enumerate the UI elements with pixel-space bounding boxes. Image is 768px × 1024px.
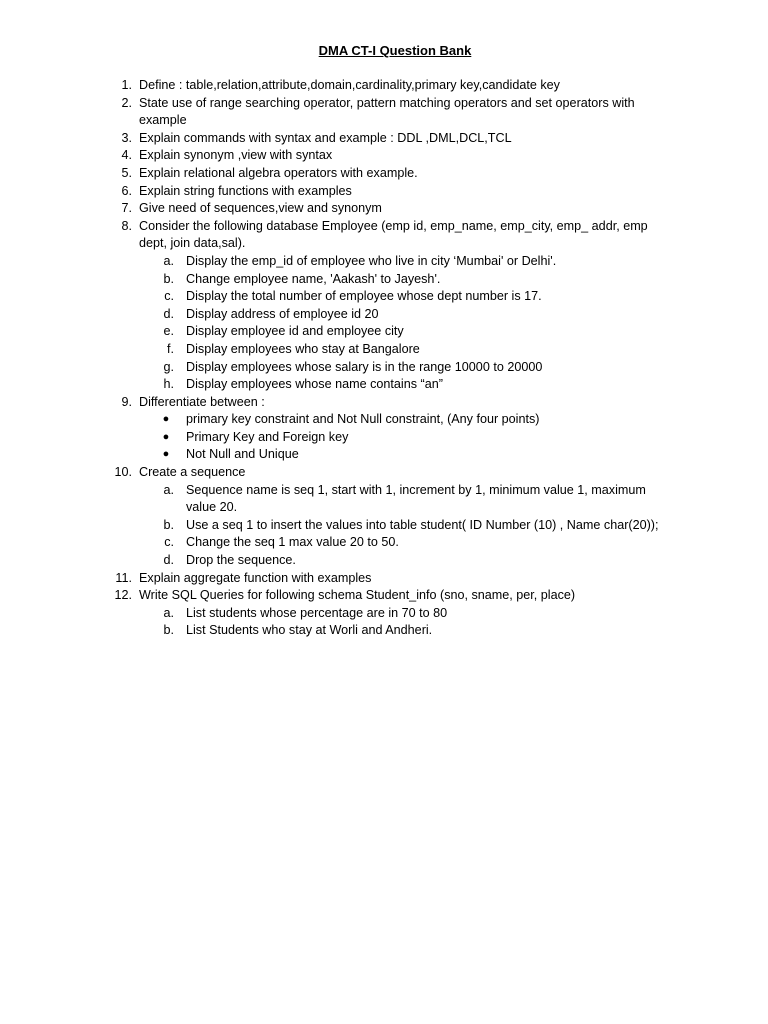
- item-number: 8.: [121, 218, 132, 233]
- list-item: [0, 200, 768, 218]
- item-text: example: [139, 113, 187, 128]
- sub-item-label: b.: [163, 623, 174, 638]
- list-item: [0, 394, 768, 412]
- sub-item: [0, 341, 768, 359]
- bullet-item: [0, 429, 768, 447]
- sub-item-label: h.: [163, 377, 174, 392]
- item-text: Explain aggregate function with examples: [139, 570, 372, 585]
- item-text: Consider the following database Employee (emp id, emp_name, emp_city, emp_ addr, emp: [139, 218, 648, 233]
- sub-item: [0, 376, 768, 394]
- item-text: Write SQL Queries for following schema Student_info (sno, sname, per, place): [139, 588, 576, 603]
- item-text: State use of range searching operator, pattern matching operators and set operators with: [139, 95, 635, 110]
- sub-item-continuation: [0, 499, 768, 517]
- sub-item: [0, 288, 768, 306]
- sub-item-text: Display employees who stay at Bangalore: [186, 341, 420, 356]
- sub-item-label: e.: [163, 324, 174, 339]
- bullet-item: [0, 411, 768, 429]
- item-text: dept, join data,sal).: [139, 236, 246, 251]
- item-text: Explain string functions with examples: [139, 183, 352, 198]
- list-item: [0, 95, 768, 113]
- sub-item-text: List students whose percentage are in 70 to 80: [186, 605, 448, 620]
- sub-item-text: Display the emp_id of employee who live in city ‘Mumbai' or Delhi'.: [186, 253, 557, 268]
- question-list: [0, 77, 768, 640]
- sub-item-text: Display address of employee id 20: [186, 306, 379, 321]
- list-item: [0, 147, 768, 165]
- bullet-icon: ●: [162, 448, 170, 461]
- sub-item-text: Display the total number of employee whose dept number is 17.: [186, 289, 542, 304]
- item-text: Explain relational algebra operators with example.: [139, 165, 418, 180]
- list-item-continuation: [0, 235, 768, 253]
- page-title: DMA CT-I Question Bank: [318, 43, 472, 58]
- bullet-icon: ●: [162, 430, 170, 443]
- sub-item: [0, 253, 768, 271]
- sub-item: [0, 482, 768, 500]
- sub-item-label: a.: [163, 605, 174, 620]
- list-item: [0, 218, 768, 236]
- list-item: [0, 77, 768, 95]
- item-number: 6.: [121, 183, 132, 198]
- sub-item-label: b.: [163, 271, 174, 286]
- sub-item-label: f.: [167, 341, 174, 356]
- item-number: 5.: [121, 165, 132, 180]
- sub-item-label: g.: [163, 359, 174, 374]
- sub-item-text: Display employees whose salary is in the range 10000 to 20000: [186, 359, 543, 374]
- sub-item-text: Change the seq 1 max value 20 to 50.: [186, 535, 399, 550]
- list-item-continuation: [0, 112, 768, 130]
- bullet-text: primary key constraint and Not Null constraint, (Any four points): [186, 412, 540, 427]
- item-number: 10.: [114, 465, 132, 480]
- item-number: 2.: [121, 95, 132, 110]
- sub-item-label: a.: [163, 253, 174, 268]
- sub-item-text: Change employee name, 'Aakash' to Jayesh'.: [186, 271, 441, 286]
- sub-item: [0, 323, 768, 341]
- item-text: Define : table,relation,attribute,domain,cardinality,primary key,candidate key: [139, 78, 560, 92]
- sub-item: [0, 359, 768, 377]
- list-item: [0, 464, 768, 482]
- item-number: 3.: [121, 130, 132, 145]
- item-number: 11.: [115, 570, 132, 585]
- bullet-text: Not Null and Unique: [186, 447, 299, 462]
- list-item: [0, 587, 768, 605]
- sub-item-label: b.: [163, 517, 174, 532]
- item-text: Give need of sequences,view and synonym: [139, 201, 382, 216]
- sub-item: [0, 271, 768, 289]
- sub-item: [0, 605, 768, 623]
- sub-item: [0, 517, 768, 535]
- sub-item-text: Drop the sequence.: [186, 553, 296, 568]
- list-item: [0, 570, 768, 588]
- sub-item: [0, 552, 768, 570]
- bullet-icon: ●: [162, 413, 170, 426]
- sub-item-label: c.: [164, 289, 174, 304]
- list-item: [0, 165, 768, 183]
- sub-item-label: d.: [163, 306, 174, 321]
- sub-item-label: c.: [164, 535, 174, 550]
- sub-item-text: Use a seq 1 to insert the values into table student( ID Number (10) , Name char(20));: [186, 517, 659, 532]
- sub-item-text: Display employee id and employee city: [186, 324, 404, 339]
- bullet-item: [0, 446, 768, 464]
- item-number: 7.: [121, 201, 132, 216]
- item-text: Differentiate between :: [139, 394, 265, 409]
- item-number: 9.: [121, 394, 132, 409]
- item-number: 12.: [114, 588, 132, 603]
- sub-item-text: List Students who stay at Worli and Andheri.: [186, 623, 433, 638]
- sub-item-label: a.: [163, 482, 174, 497]
- sub-item-text: Sequence name is seq 1, start with 1, increment by 1, minimum value 1, maximum: [186, 482, 646, 497]
- list-item: [0, 130, 768, 148]
- sub-item-label: d.: [163, 553, 174, 568]
- sub-item: [0, 622, 768, 640]
- sub-item-text: Display employees whose name contains “an”: [186, 377, 443, 392]
- item-text: Create a sequence: [139, 465, 246, 480]
- bullet-text: Primary Key and Foreign key: [186, 429, 349, 444]
- list-item: [0, 183, 768, 201]
- item-text: Explain commands with syntax and example : DDL ,DML,DCL,TCL: [139, 130, 512, 145]
- sub-item: [0, 534, 768, 552]
- item-number: 4.: [121, 148, 132, 163]
- sub-item-text: value 20.: [186, 500, 238, 515]
- sub-item: [0, 306, 768, 324]
- item-number: 1.: [121, 78, 132, 92]
- item-text: Explain synonym ,view with syntax: [139, 148, 333, 163]
